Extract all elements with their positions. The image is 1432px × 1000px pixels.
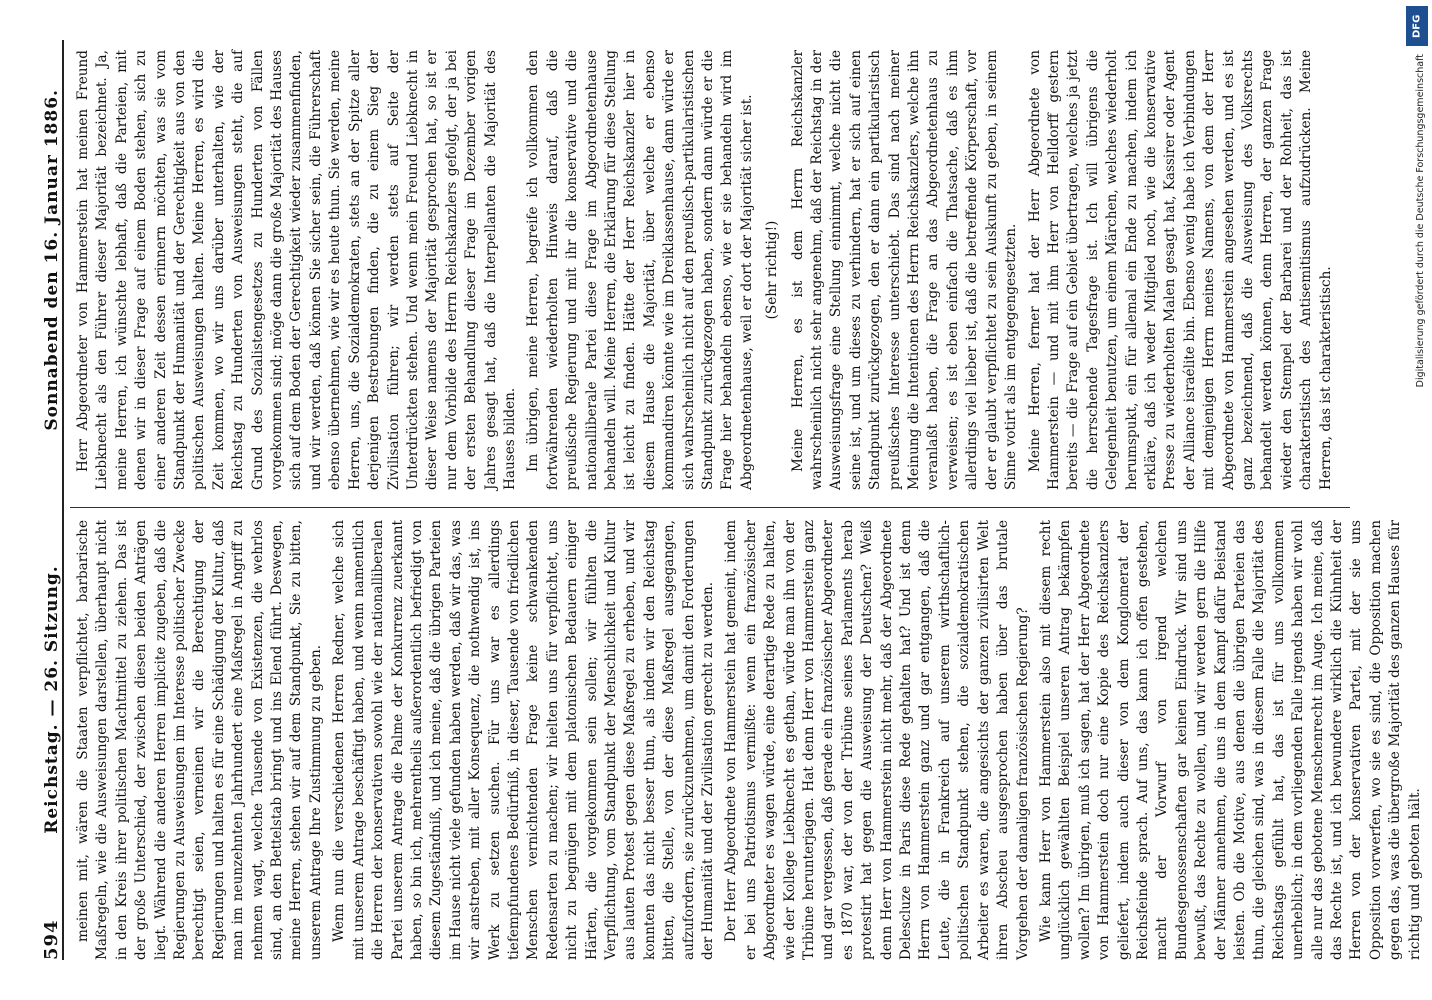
paragraph: Der Herr Abgeordnete von Hammerstein hat gemeint, indem er bei uns Patriotismus vermißte: wenn ein französischer Abgeordneter es wagen würde, eine derartige Rede zu halten, wie der Kollege Liebknecht es gethan, würde man ihn von der Tribüne herunterjagen. Hat denn Herr von Hammerstein ganz und gar vergessen, daß gerade ein französischer Abgeordneter es 1870 war, der von der Tribüne seines Parlaments herab protestirt hat gegen die Ausweisung der Deutschen? Weiß denn Herr von Hammerstein nicht mehr, daß der Abgeordnete Delescluze in Paris diese Rede gehalten hat? Und ist denn Herrn von Hammerstein ganz und gar entgangen, daß die Leute, die in Frankreich auf unserem wirthschaftlich-politischen Standpunkt stehen, die sozialdemokratischen Arbeiter es waren, die angesichts der ganzen zivilisirten Welt ihren Abscheu ausgesprochen haben über das brutale Vorgehen der damaligen französischen Regierung? (723, 520, 1031, 960)
paragraph: Wie kann Herr von Hammerstein also mit diesem recht unglücklich gewählten Beispiel unseren Antrag bekämpfen wollen? Im übrigen, muß ich sagen, hat der Herr Abgeordnete von Hammerstein doch nur eine Kopie des Reichskanzlers geliefert, indem auch dieser von dem Konglomerat der Reichsfeinde sprach. Auf uns, das kann ich offen gestehen, macht der Vorwurf von irgend welchen Bundesgenossenschaften gar keinen Eindruck. Wir sind uns bewußt, das Rechte zu wollen, und wir werden gern die Hilfe der Männer annehmen, die uns in dem Kampf dafür Beistand leisten. Ob die Motive, aus denen die übrigen Parteien das thun, die gleichen sind, was in diesem Falle die Majorität des Reichstags gefühlt hat, das ist für uns vollkommen unerheblich; in dem vorliegenden Falle irgends haben wir wohl alle nur das gebotene Menschenrecht im Auge. Ich meine, daß das Rechte ist, und ich bewundere wirklich die Kühnheit der Herren von der konservativen Partei, mit der sie uns Opposition vorwerfen, wo sie es sind, die Opposition machen gegen das, was die übergroße Majorität des ganzen Hauses für richtig und geboten hält. (1037, 520, 1423, 960)
paragraph: Wenn nun die verschiedenen Herren Redner, welche sich mit unserem Antrage beschäftigt haben, und wenn namentlich die Herren der konservativen sowohl wie der nationalliberalen Partei unserem Antrage die Palme der Konkurrenz zuerkannt haben, so bin ich, mehrentheils außerordentlich befriedigt von diesem Zugeständniß, und ich meine, daß die übrigen Parteien im Hause nicht viele gefunden haben werden, daß wir das, was wir anstreben, mit aller Konsequenz, die nothwendig ist, ins Werk zu setzen suchen. Für uns war es allerdings tiefempfundenes Bedürfniß, in dieser, Tausende von friedlichen Menschen vernichtenden Frage keine schwankenden Redensarten zu machen; wir hielten uns für verpflichtet, uns nicht zu begnügen mit dem platonischen Bedauern einiger Härten, die vorgekommen sein sollen; wir fühlten die Verpflichtung, vom Standpunkt der Menschlichkeit und Kultur aus lauten Protest gegen diese Maßregel zu erheben, und wir konnten das nicht besser thun, als indem wir den Reichstag bitten, die Stelle, von der diese Maßregel ausgegangen, aufzufordern, sie zurückzunehmen, um damit den Forderungen der Humanität und der Zivilisation gerecht zu werden. (331, 520, 716, 960)
right-column (74, 50, 1344, 490)
interjection: (Sehr richtig!) (764, 220, 781, 320)
left-column (74, 520, 1423, 960)
paragraph: Im übrigen, meine Herren, begreife ich vollkommen den fortwährenden wiederholten Hinweis darauf, daß die preußische Regierung und mit ihr die konservative und die nationalliberale Partei diese Frage im Abgeordnetenhause behandeln will. Meine Herren, die Erklärung für diese Stellung ist leicht zu finden. Hätte der Herr Reichskanzler hier in diesem Hause die Majorität, über welche er ebenso kommandiren könnte wie im Dreiklassenhause, dann würde er sich wahrscheinlich nicht auf den preußisch-partikularistischen Standpunkt zurückgezogen haben, sondern dann würde er die Frage hier behandeln ebenso, wie er sie behandeln wird im Abgeordnetenhause, weil er dort der Majorität sicher ist. (525, 50, 755, 490)
header-date: Sonnabend den 16. Januar 1886. (42, 89, 62, 431)
header-session: Reichstag. — 26. Sitzung. (42, 565, 62, 834)
page-header (28, 40, 64, 960)
column-divider (70, 507, 1350, 508)
digitization-credit: Digitalisierung gefördert durch die Deutsche Forschungsgemeinschaft (1415, 54, 1426, 388)
dfg-logo: DFG (1406, 6, 1428, 46)
paragraph: meinen mit, wären die Staaten verpflichtet, barbarische Maßregeln, wie die Ausweisungen darstellen, überhaupt nicht in den Kreis ihrer politischen Machtmittel zu ziehen. Das ist der große Unterschied, der zwischen diesen beiden Anträgen liegt. Während die anderen Herren implicite zugeben, daß die Regierungen zu Ausweisungen im Interesse politischer Zwecke berechtigt seien, verneinen wir die Berechtigung der Regierungen und halten es für eine Schädigung der Kultur, daß man im neunzehnten Jahrhundert eine Maßregel in Angriff zu nehmen wagt, welche Tausende von Existenzen, die wehrlos sind, an den Bettelstab bringt und ins Elend führt. Deswegen, meine Herren, stehen wir auf dem Standpunkt, Sie zu bitten, unserem Antrage Ihre Zustimmung zu geben. (75, 520, 324, 960)
paragraph: Meine Herren, es ist dem Herrn Reichskanzler wahrscheinlich nicht sehr angenehm, daß der Reichstag in der Ausweisungsfrage eine Stellung einnimmt, welche nicht die seine ist, und um dieses zu verhindern, hat er sich auf einen Standpunkt zurückgezogen, den er dann ein partikularistisch preußisches Interesse unterschiebt. Das sind nach meiner Meinung die Intentionen des Herrn Reichskanzlers, welche ihn veranlaßt haben, die Frage an das Abgeordnetenhaus zu verweisen; es ist eben einfach die Thatsache, daß es ihm allerdings viel lieber ist, daß die betreffende Körperschaft, vor der er glaubt verpflichtet zu sein Auskunft zu geben, in seinem Sinne votirt als im entgegengesetzten. (789, 50, 1020, 490)
paragraph: Herr Abgeordneter von Hammerstein hat meinen Freund Liebknecht als den Führer dieser Majorität bezeichnet. Ja, meine Herren, ich wünschte lebhaft, daß die Parteien, mit denen wir in dieser Frage auf einem Boden stehen, sich zu einer anderen Zeit dessen erinnern möchten, was sie vom Standpunkt der Humanität und der Gerechtigkeit aus von den politischen Ausweisungen halten. Meine Herren, es wird die Zeit kommen, wo wir uns darüber unterhalten, wie der Reichstag zu Hunderten von Ausweisungen steht, die auf Grund des Sozialistengesetzes zu Hunderten von Fällen vorgekommen sind; möge dann die große Majorität des Hauses sich auf dem Boden der Gerechtigkeit wieder zusammenfinden, und wir werden, daß können Sie sicher sein, die Führerschaft ebenso übernehmen, wie wir es heute thun. Sie werden, meine Herren, uns, die Sozialdemokraten, stets an der Spitze aller derjenigen Bestrebungen finden, die zu einem Sieg der Zivilisation führen; wir werden stets auf Seite der Unterdrückten stehen. Und wenn mein Freund Liebknecht in dieser Weise namens der Majorität gesprochen hat, so ist er nur dem Vorbilde des Herrn Reichskanzlers gefolgt, der ja bei der ersten Behandlung dieser Frage im Dezember vorigen Jahres gesagt hat, daß die Interpellanten die Majorität des Hauses bilden. (75, 50, 518, 490)
page-number: 594 (41, 919, 62, 960)
paragraph: Meine Herren, ferner hat der Herr Abgeordnete von Hammerstein — und mit ihm Herr von Helldorff gestern bereits — die Frage auf ein Gebiet übertragen, welches ja jetzt die herrschende Tagesfrage ist. Ich will übrigens die Gelegenheit benutzen, um einem Märchen, welches wiederholt herumspukt, ein für allemal ein Ende zu machen, indem ich erkläre, daß ich weder Mitglied noch, wie die konservative Presse zu wiederholten Malen gesagt hat, Kassirer oder Agent der Alliance israélite bin. Ebenso wenig habe ich Verbindungen mit demjenigen Herrn meines Namens, von dem der Herr Abgeordnete von Hammerstein angesehen werden, und es ist ganz bezeichnend, daß die Ausweisung des Volksrechts behandelt werden können, denn Herren, der ganzen Frage wieder den Stempel der Barbarei und der Rohheit, das ist charakteristisch des Antisemitismus aufzudrücken. Meine Herren, das ist charakteristisch. (1026, 50, 1334, 490)
